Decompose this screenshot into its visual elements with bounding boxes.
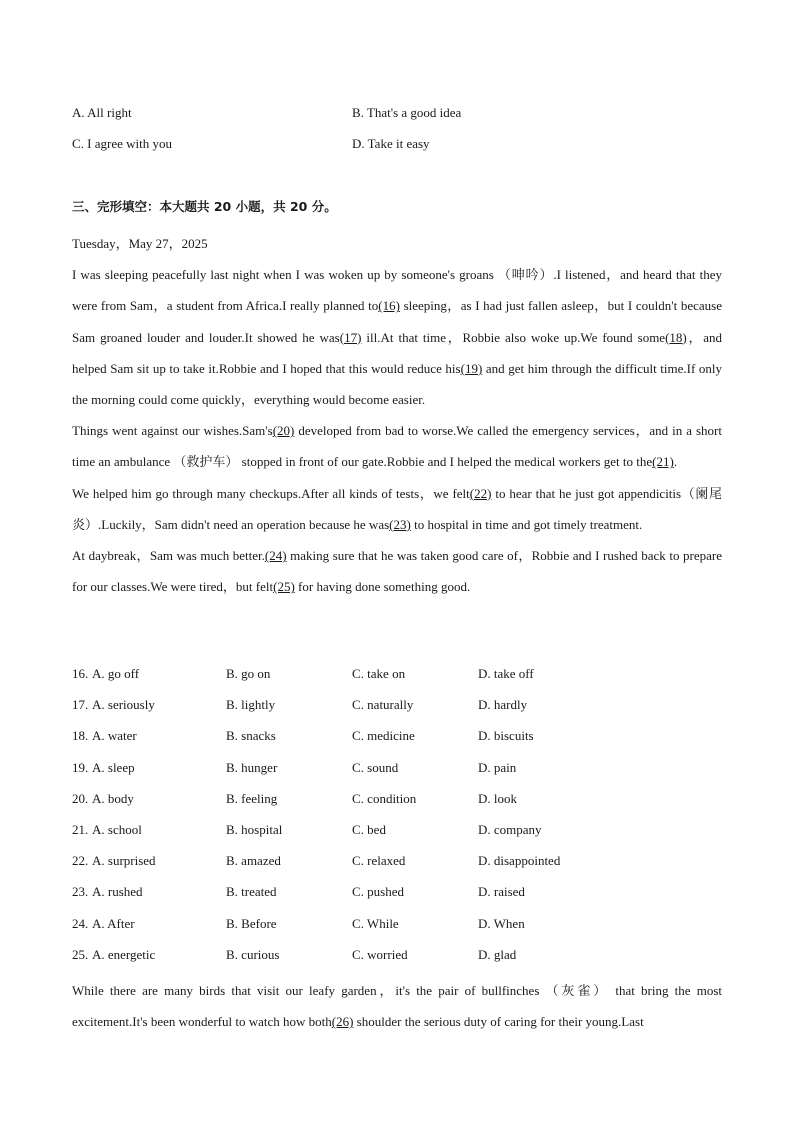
- option-c: C. I agree with you: [72, 136, 173, 151]
- option-d: D. biscuits: [478, 728, 534, 744]
- option-a: A. After: [92, 915, 135, 931]
- question-row: [72, 726, 722, 757]
- passage-date: Tuesday，May 27，2025: [72, 236, 208, 251]
- passage-paragraph: [72, 259, 722, 415]
- question-number: 24.: [72, 915, 89, 931]
- option-d: D. Take it easy: [352, 136, 430, 151]
- option-d: D. take off: [478, 666, 534, 681]
- option-c: C. bed: [352, 821, 386, 837]
- passage-text: While there are many birds that visit our leafy garden，it's the pair of bullfinches （灰雀） that bring the most excitement.It's been wonderful to watch how both: [72, 983, 722, 1030]
- option-c: C. relaxed: [352, 853, 406, 869]
- question-row: [72, 914, 722, 945]
- question-number: 23.: [72, 884, 89, 900]
- passage-paragraph: [72, 975, 722, 1037]
- option-c: C. pushed: [352, 884, 404, 900]
- passage-text: Things went against our wishes.Sam's: [72, 423, 273, 439]
- option-d: D. glad: [478, 946, 517, 962]
- option-c: C. take on: [352, 666, 406, 681]
- passage-text: shoulder the serious duty of caring for their young.Last: [353, 1014, 644, 1030]
- passage-paragraph: [72, 540, 722, 602]
- option-a: A. surprised: [92, 853, 156, 869]
- option-c: C. worried: [352, 946, 408, 962]
- option-c: C. While: [352, 915, 399, 931]
- passage-text: developed from bad to worse.We called the emergency services，and in a short time an ambulance （救护车） stopped in front of our gate.Robbie and I helped the medical workers get to the: [72, 423, 723, 470]
- option-b: B. hospital: [226, 821, 283, 837]
- blank-19: (19): [460, 360, 483, 376]
- question-row: [72, 758, 722, 789]
- option-a: A. sleep: [92, 759, 135, 775]
- option-a: A. go off: [92, 666, 140, 681]
- option-d: D. pain: [478, 759, 517, 775]
- passage-text: sleeping，as I had just fallen asleep，but I couldn't because Sam groaned louder and louder.It showed he was: [72, 298, 722, 345]
- option-a: A. school: [92, 821, 142, 837]
- option-a: A. All right: [72, 105, 132, 120]
- question-row: [72, 882, 722, 913]
- option-b: B. amazed: [226, 853, 281, 869]
- passage-text: At daybreak，Sam was much better.: [72, 548, 265, 564]
- option-b: B. hunger: [226, 759, 278, 775]
- question-row: [72, 695, 722, 726]
- cloze-passage-1: [72, 228, 722, 602]
- blank-26: (26): [331, 1014, 354, 1030]
- option-b: B. Before: [226, 915, 277, 931]
- question-row: [72, 851, 722, 882]
- option-d: D. When: [478, 915, 525, 931]
- question-row: [72, 945, 722, 976]
- passage-text: for having done something good.: [294, 579, 471, 595]
- blank-23: (23): [389, 516, 411, 532]
- option-b: B. lightly: [226, 697, 276, 713]
- option-c: C. medicine: [352, 728, 415, 744]
- blank-24: (24): [264, 548, 287, 564]
- question-row: [72, 789, 722, 820]
- option-a: A. seriously: [92, 697, 155, 713]
- option-c: C. condition: [352, 790, 417, 806]
- answer-options: [72, 664, 722, 976]
- option-b: B. curious: [226, 946, 280, 962]
- option-c: C. naturally: [352, 697, 414, 713]
- question-number: 19.: [72, 759, 89, 775]
- question-number: 16.: [72, 666, 89, 681]
- option-d: D. look: [478, 790, 517, 806]
- question-number: 21.: [72, 821, 89, 837]
- question-number: 20.: [72, 790, 89, 806]
- option-d: D. company: [478, 821, 542, 837]
- passage-text: and get him through the difficult time.If only the morning could come quickly，everything would become easier.: [72, 360, 722, 408]
- option-d: D. raised: [478, 884, 525, 900]
- option-a: A. rushed: [92, 884, 143, 900]
- option-b: B. treated: [226, 884, 277, 900]
- passage-text: to hospital in time and got timely treatment.: [410, 516, 643, 532]
- question-row: [72, 664, 722, 695]
- question-number: 25.: [72, 946, 89, 962]
- option-b: B. go on: [226, 666, 271, 681]
- previous-question-options: [72, 103, 732, 165]
- option-row: [72, 103, 732, 134]
- passage-text: .: [673, 454, 678, 470]
- blank-21: (21): [652, 454, 674, 470]
- blank-18: (18): [665, 329, 687, 345]
- question-row: [72, 820, 722, 851]
- blank-22: (22): [469, 485, 492, 501]
- option-a: A. body: [92, 790, 134, 806]
- passage-paragraph: [72, 415, 722, 477]
- blank-20: (20): [272, 423, 295, 439]
- option-b: B. snacks: [226, 728, 276, 744]
- section-heading: 三、完形填空：本大题共 20 小题，共 20 分。: [72, 199, 337, 214]
- passage-text: ，and helped Sam sit up to take it.Robbie and I hoped that this would reduce his: [72, 329, 722, 376]
- option-c: C. sound: [352, 759, 399, 775]
- cloze-passage-2: [72, 975, 722, 1037]
- option-d: D. hardly: [478, 697, 528, 713]
- option-d: D. disappointed: [478, 853, 561, 869]
- blank-17: (17): [339, 329, 362, 345]
- passage-text: ill.At that time，Robbie also woke up.We found some: [361, 329, 666, 345]
- passage-text: making sure that he was taken good care of，Robbie and I rushed back to prepare for our classes.We were tired，but felt: [72, 548, 723, 595]
- question-number: 22.: [72, 853, 89, 869]
- option-b: B. That's a good idea: [352, 105, 462, 120]
- option-row: [72, 134, 732, 165]
- passage-paragraph: [72, 478, 722, 540]
- passage-text: We helped him go through many checkups.After all kinds of tests，we felt: [72, 485, 470, 501]
- question-number: 17.: [72, 697, 89, 713]
- blank-16: (16): [378, 298, 400, 314]
- option-b: B. feeling: [226, 790, 278, 806]
- blank-25: (25): [273, 579, 295, 595]
- option-a: A. energetic: [92, 946, 156, 962]
- question-number: 18.: [72, 728, 89, 744]
- option-a: A. water: [92, 728, 137, 744]
- passage-text: to hear that he just got appendicitis（阑尾炎）.Luckily，Sam didn't need an operation because he was: [72, 485, 722, 532]
- passage-text: I was sleeping peacefully last night when I was woken up by someone's groans （呻吟）.I listened，and heard that they were from Sam，a student from Africa.I really planned to: [72, 267, 722, 314]
